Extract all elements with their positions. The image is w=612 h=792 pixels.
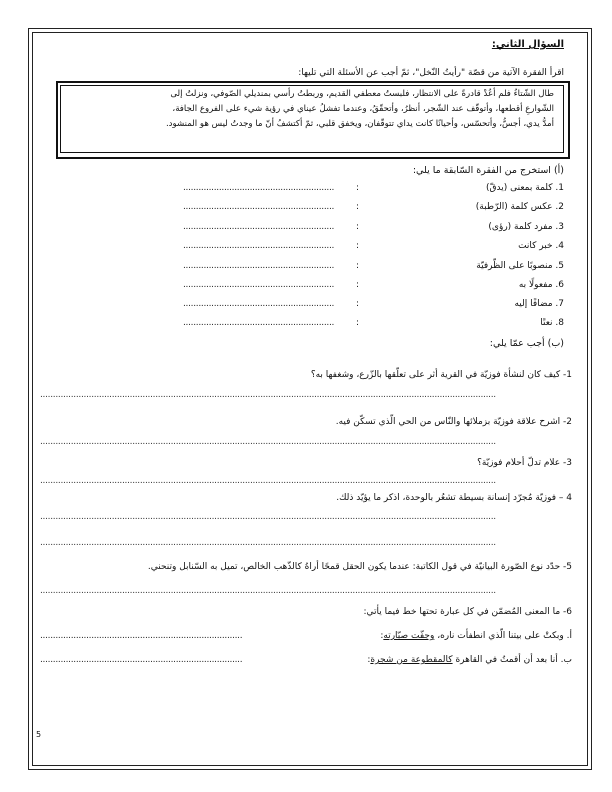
extract-item: 8. نعتًا [540, 318, 564, 328]
answer-line[interactable]: .................................................................................................................................................................................. [40, 538, 496, 548]
colon: : [356, 241, 360, 251]
section-title: السؤال الثاني: [491, 39, 564, 50]
question-5: 5- حدّد نوع الصّورة البيانيّة في قول الكاتبة: عندما يكون الحقل قمحًا أراهُ كالذّهب الخالص، تميل به السّنابل وتنحني. [147, 562, 572, 572]
question-6: 6- ما المعنى المُضمّن في كل عبارة تحتها خط فيما يأتي: [363, 607, 572, 617]
sub-b-colon: : [367, 655, 371, 665]
extract-item: 2. عكس كلمة (الرّطبة) [475, 202, 564, 212]
answer-line[interactable]: .................................................................................................................................................................................. [40, 476, 496, 486]
sub-question-b [367, 655, 572, 665]
extract-item: 7. مضافًا إليه [514, 299, 564, 309]
answer-line[interactable]: .................................................................................................................................................................................. [40, 437, 496, 447]
sub-b-underlined-phrase: كالمقطوعة من شجرة [370, 655, 453, 665]
colon: : [356, 261, 360, 271]
answer-blank[interactable]: ........................................................... [183, 261, 335, 271]
question-1: 1- كيف كان لنشأة فوزيّة في القرية أثر على تعلّقها بالزّرع، وشغفها به؟ [310, 370, 572, 380]
question-2: 2- اشرح علاقة فوزيّة بزملائها والنّاس من الحي الّذي تسكّن فيه. [335, 417, 572, 427]
colon: : [356, 222, 360, 232]
answer-blank[interactable]: ............................................................................... [40, 655, 243, 665]
extract-item: 1. كلمة بمعنى (يدقّ) [486, 183, 564, 193]
question-3: 3- علام تدلّ أحلام فوزيّة؟ [477, 458, 572, 468]
colon: : [356, 318, 360, 328]
colon: : [356, 183, 360, 193]
sub-a-text: أ. وبكتْ على بيتنا الّذي انطفأت ناره، [437, 631, 572, 641]
extract-item: 4. خبر كانت [518, 241, 564, 251]
passage-text [58, 87, 554, 132]
answer-blank[interactable]: ........................................................... [183, 318, 335, 328]
passage-line: أمدُّ يدي، أجسُّ، وأتحسّس، وأحيانًا كانت يداي تتوقّفان، ويخفق قلبي، ثمّ أكتشفُ أنّ ما وجدتُ ليس هو المنشود. [165, 119, 554, 129]
sub-a-colon: : [380, 631, 384, 641]
sub-a-underlined-phrase: وجفّت صبّارته [383, 631, 435, 641]
answer-line[interactable]: .................................................................................................................................................................................. [40, 390, 496, 400]
answer-blank[interactable]: ........................................................... [183, 183, 335, 193]
extract-item: 5. منصوبًا على الظّرفيّة [476, 261, 564, 271]
colon: : [356, 280, 360, 290]
page-number: 5 [36, 730, 42, 739]
answer-blank[interactable]: ........................................................... [183, 222, 335, 232]
sub-b-text: ب. أنا بعد أن أقمتُ في القاهرة [455, 655, 572, 665]
answer-blank[interactable]: ........................................................... [183, 202, 335, 212]
extract-item: 3. مفرد كلمة (رؤى) [488, 222, 564, 232]
passage-line: الشّوارعِ أقطعها، وأتوقّف عند الشّجر، أنظرُ، وأتحقّقُ، وعندما تفشلُ عيناي في رؤية شيء على الفروع الجافة، [172, 104, 554, 114]
answer-blank[interactable]: ............................................................................... [40, 631, 243, 641]
part-a-heading: (أ) استخرج من الفقرة السّابقة ما يلي: [412, 165, 564, 176]
passage-line: طال الشّتاءُ فلم أعُدْ قادرةً على الانتظار، فلبستُ معطفي القديم، وربطتُ رأسي بمنديلي الصّوفي، ونزلتُ إلى [170, 89, 554, 99]
answer-blank[interactable]: ........................................................... [183, 241, 335, 251]
sub-question-a [380, 631, 572, 641]
question-4: 4 – فوزيّة مُجرّد إنسانة بسيطة تشعُر بالوحدة، اذكر ما يؤيّد ذلك. [336, 493, 572, 503]
part-b-heading: (ب) أجب عمّا يلي: [489, 338, 564, 349]
answer-blank[interactable]: ........................................................... [183, 299, 335, 309]
extract-item: 6. مفعولًا به [518, 280, 564, 290]
answer-line[interactable]: .................................................................................................................................................................................. [40, 512, 496, 522]
answer-blank[interactable]: ........................................................... [183, 280, 335, 290]
instructions: اقرأ الفقرة الآتية من قصّة "رأيتُ النّخل"، ثمّ أجب عن الأسئلة التي تليها: [298, 68, 564, 78]
colon: : [356, 202, 360, 212]
colon: : [356, 299, 360, 309]
answer-line[interactable]: .................................................................................................................................................................................. [40, 586, 496, 596]
